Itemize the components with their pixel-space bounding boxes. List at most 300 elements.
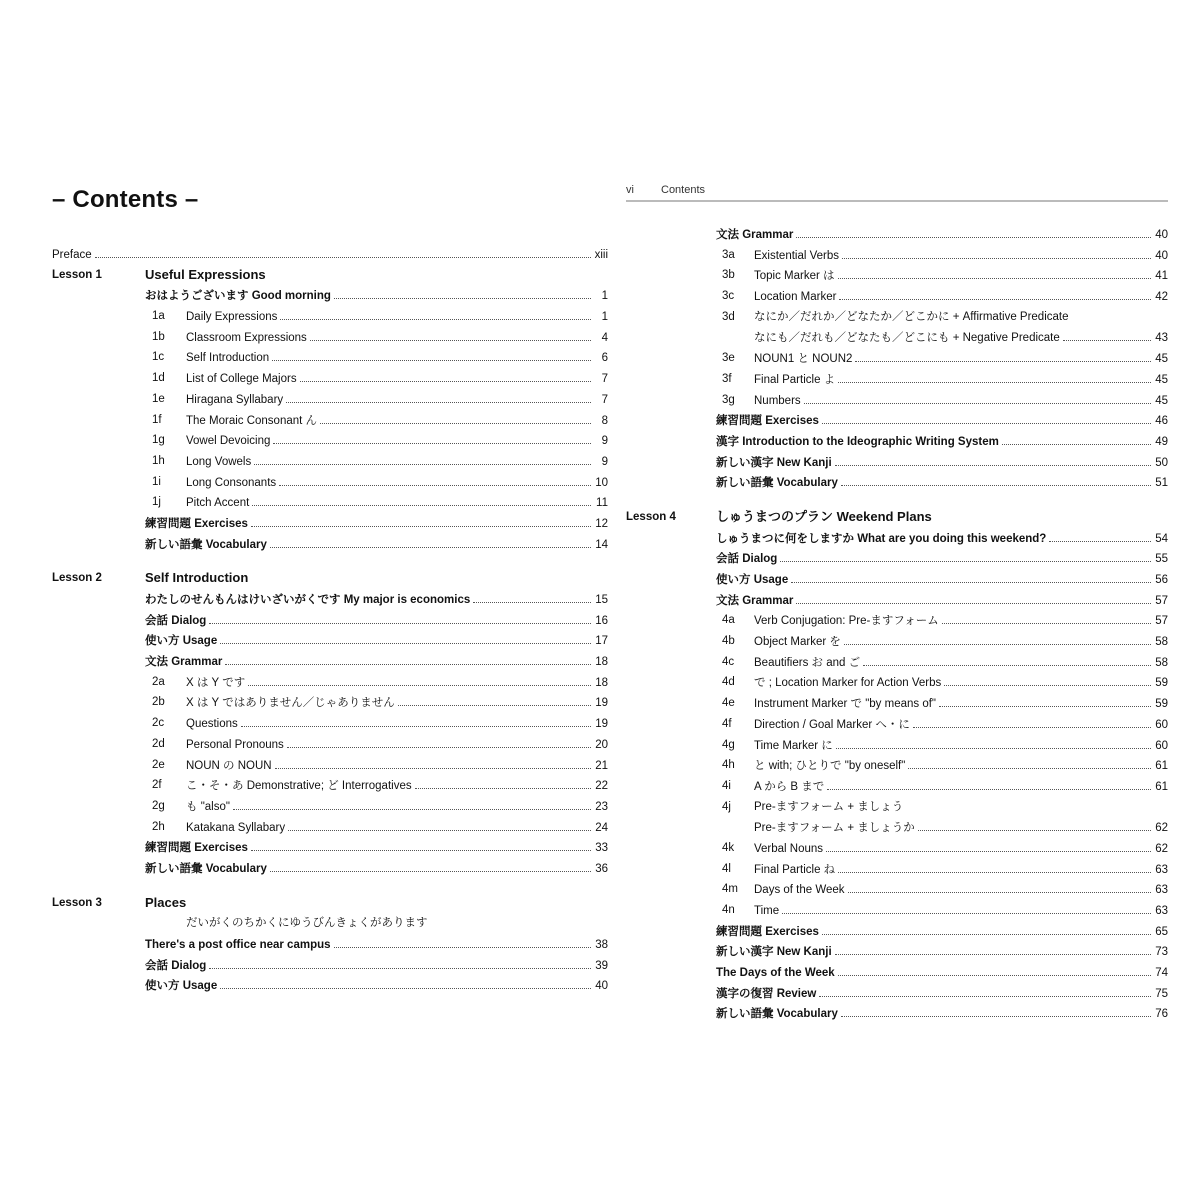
toc-entry[interactable] xyxy=(626,879,1168,900)
toc-entry[interactable] xyxy=(626,921,1168,942)
entry-title: 使い方 Usage xyxy=(716,574,789,586)
dot-leader xyxy=(1002,431,1151,445)
dot-leader xyxy=(320,410,591,424)
page-number: 58 xyxy=(1155,636,1168,649)
page-number: 54 xyxy=(1155,532,1168,545)
dot-leader xyxy=(918,817,1151,831)
dot-leader xyxy=(248,672,591,686)
page-number: 45 xyxy=(1155,373,1168,386)
toc-entry[interactable] xyxy=(626,410,1168,431)
page-number: 73 xyxy=(1155,946,1168,959)
toc-entry[interactable] xyxy=(52,513,608,534)
section-number: 2c xyxy=(152,717,165,730)
entry-title: Final Particle ね xyxy=(754,863,836,876)
section-number: 1e xyxy=(152,392,165,405)
toc-entry[interactable] xyxy=(52,347,608,368)
section-number: 4g xyxy=(722,738,735,751)
page-number: 63 xyxy=(1155,884,1168,897)
page-number: 61 xyxy=(1155,760,1168,773)
entry-title: Classroom Expressions xyxy=(186,331,307,344)
entry-title: X は Y です xyxy=(186,676,246,689)
dot-leader xyxy=(836,735,1151,749)
toc-entry[interactable] xyxy=(52,368,608,389)
dot-leader xyxy=(1063,327,1151,341)
section-number: 1g xyxy=(152,434,165,447)
page-number: 49 xyxy=(1155,435,1168,448)
toc-entry[interactable] xyxy=(52,306,608,327)
page-number: 74 xyxy=(1155,967,1168,980)
page-number: 33 xyxy=(595,842,608,855)
entry-title: だいがくのちかくにゆうびんきょくがあります xyxy=(186,917,428,930)
dot-leader xyxy=(942,610,1151,624)
toc-entry[interactable] xyxy=(626,797,1168,818)
toc-entry[interactable] xyxy=(626,224,1168,245)
page-number: 62 xyxy=(1155,822,1168,835)
page-number: 19 xyxy=(595,697,608,710)
page-number: 40 xyxy=(1155,229,1168,241)
toc-entry[interactable] xyxy=(52,796,608,817)
toc-entry[interactable] xyxy=(52,430,608,451)
toc-entry[interactable] xyxy=(626,900,1168,921)
entry-title: 練習問題 Exercises xyxy=(145,517,248,530)
section-number: 4k xyxy=(722,841,735,854)
lesson-heading[interactable] xyxy=(626,507,1168,528)
dot-leader xyxy=(1049,528,1151,542)
entry-title: Verb Conjugation: Pre-ますフォーム xyxy=(754,615,939,628)
toc-entry[interactable] xyxy=(52,858,608,879)
entry-title: Existential Verbs xyxy=(754,249,840,262)
page-number: 6 xyxy=(601,352,608,365)
entry-title: こ・そ・あ Demonstrative; ど Interrogatives xyxy=(186,780,412,793)
page-number: 9 xyxy=(601,455,608,468)
dot-leader xyxy=(819,983,1151,997)
section-number: 1d xyxy=(152,372,165,385)
section-number: 1f xyxy=(152,413,162,426)
page-number: 22 xyxy=(595,780,608,793)
toc-entry[interactable] xyxy=(626,817,1168,838)
section-number: 2b xyxy=(152,696,165,709)
dot-leader xyxy=(848,879,1151,893)
entry-title: Daily Expressions xyxy=(186,311,278,324)
entry-title: わたしのせんもんはけいざいがくです My major is economics xyxy=(145,594,471,606)
toc-entry[interactable] xyxy=(52,734,608,755)
section-number: 4a xyxy=(722,614,735,627)
entry-title: 新しい語彙 Vocabulary xyxy=(145,862,267,875)
dot-leader xyxy=(838,859,1151,873)
toc-entry[interactable] xyxy=(52,389,608,410)
section-number: 3d xyxy=(722,310,735,323)
page-number: 15 xyxy=(595,594,608,606)
entry-title: List of College Majors xyxy=(186,373,297,386)
page-number: 21 xyxy=(595,759,608,772)
toc-entry[interactable] xyxy=(626,983,1168,1004)
running-title: Contents xyxy=(661,184,706,196)
entry-title: NOUN の NOUN xyxy=(186,759,272,772)
entry-title: Katakana Syllabary xyxy=(186,821,286,834)
toc-entry[interactable] xyxy=(626,286,1168,307)
page-number: 38 xyxy=(595,939,608,951)
page-number: 12 xyxy=(595,517,608,530)
dot-leader xyxy=(279,472,591,486)
dot-leader xyxy=(838,369,1151,383)
toc-list xyxy=(52,244,608,996)
entry-title: Numbers xyxy=(754,394,801,407)
section-number: 1j xyxy=(152,496,161,509)
dot-leader xyxy=(300,368,591,382)
section-spacer xyxy=(626,493,1168,507)
section-spacer xyxy=(52,879,608,893)
page-number: 45 xyxy=(1155,353,1168,366)
entry-title: 漢字の復習 Review xyxy=(716,987,817,1000)
dot-leader xyxy=(254,451,591,465)
entry-title: Final Particle よ xyxy=(754,373,836,386)
page-number: 46 xyxy=(1155,415,1168,428)
toc-entry[interactable] xyxy=(626,1003,1168,1024)
section-number: 3c xyxy=(722,290,735,303)
entry-title: Instrument Marker で "by means of" xyxy=(754,698,937,711)
dot-leader xyxy=(473,589,591,603)
entry-title: There's a post office near campus xyxy=(145,939,331,951)
toc-entry[interactable] xyxy=(626,735,1168,756)
entry-title: と with; ひとりで "by oneself" xyxy=(754,760,906,773)
toc-entry[interactable] xyxy=(52,692,608,713)
toc-entry[interactable] xyxy=(52,285,608,306)
toc-entry[interactable] xyxy=(626,755,1168,776)
page-number: 63 xyxy=(1155,905,1168,917)
entry-title: 新しい漢字 New Kanji xyxy=(716,456,832,469)
entry-title: 練習問題 Exercises xyxy=(716,415,819,428)
page-number: 18 xyxy=(595,676,608,689)
lesson-label: Lesson 2 xyxy=(52,572,102,585)
dot-leader xyxy=(780,548,1151,562)
page-number: 56 xyxy=(1155,574,1168,586)
toc-entry[interactable] xyxy=(626,569,1168,590)
dot-leader xyxy=(835,941,1151,955)
toc-entry[interactable] xyxy=(626,348,1168,369)
page-number: 8 xyxy=(601,414,608,427)
page-number: 60 xyxy=(1155,739,1168,752)
entry-title: おはようございます Good morning xyxy=(145,290,331,303)
dot-leader xyxy=(826,838,1151,852)
section-number: 3g xyxy=(722,393,735,406)
dot-leader xyxy=(908,755,1151,769)
dot-leader xyxy=(209,610,591,624)
entry-title: 使い方 Usage xyxy=(145,635,218,648)
section-number: 2g xyxy=(152,799,165,812)
lesson-label: Lesson 4 xyxy=(626,510,676,523)
page-number: 17 xyxy=(595,635,608,648)
toc-entry[interactable] xyxy=(52,775,608,796)
dot-leader xyxy=(822,410,1151,424)
toc-entry[interactable] xyxy=(626,776,1168,797)
entry-title: しゅうまつのプラン Weekend Plans xyxy=(716,508,932,524)
toc-entry[interactable] xyxy=(52,244,608,265)
dot-leader xyxy=(796,224,1151,238)
toc-entry[interactable] xyxy=(52,472,608,493)
toc-entry[interactable] xyxy=(52,755,608,776)
entry-title: 練習問題 Exercises xyxy=(716,925,819,938)
entry-title: 文法 Grammar xyxy=(716,229,794,241)
dot-leader xyxy=(855,348,1151,362)
entry-title: Hiragana Syllabary xyxy=(186,393,284,406)
toc-entry[interactable] xyxy=(52,913,608,934)
page-number: 57 xyxy=(1155,615,1168,628)
toc-entry[interactable] xyxy=(626,859,1168,880)
dot-leader xyxy=(270,534,591,548)
toc-entry[interactable] xyxy=(626,610,1168,631)
lesson-label: Lesson 1 xyxy=(52,268,102,281)
toc-entry[interactable] xyxy=(626,369,1168,390)
dot-leader xyxy=(838,265,1151,279)
dot-leader xyxy=(842,245,1151,259)
toc-entry[interactable] xyxy=(52,630,608,651)
section-number: 2f xyxy=(152,779,162,792)
page-number: 43 xyxy=(1155,332,1168,345)
dot-leader xyxy=(287,734,591,748)
page-number: 61 xyxy=(1155,780,1168,793)
toc-entry[interactable] xyxy=(52,955,608,976)
page-number: 1 xyxy=(601,290,608,303)
toc-entry[interactable] xyxy=(626,548,1168,569)
dot-leader xyxy=(220,975,591,989)
section-number: 1h xyxy=(152,454,165,467)
section-number: 4j xyxy=(722,800,731,813)
toc-entry[interactable] xyxy=(52,589,608,610)
toc-entry[interactable] xyxy=(626,693,1168,714)
entry-title: 会話 Dialog xyxy=(716,553,778,566)
entry-title: Preface xyxy=(52,249,92,261)
dot-leader xyxy=(275,755,591,769)
dot-leader xyxy=(280,306,591,320)
dot-leader xyxy=(95,244,591,258)
toc-entry[interactable] xyxy=(626,245,1168,266)
toc-entry[interactable] xyxy=(52,672,608,693)
entry-title: Location Marker xyxy=(754,291,837,304)
toc-entry[interactable] xyxy=(52,451,608,472)
page-number: 19 xyxy=(595,718,608,731)
entry-title: Self Introduction xyxy=(186,352,270,365)
page-number: 59 xyxy=(1155,677,1168,690)
section-number: 4c xyxy=(722,655,735,668)
entry-title: 文法 Grammar xyxy=(716,594,794,607)
page-number: 42 xyxy=(1155,291,1168,304)
entry-title: A から B まで xyxy=(754,780,825,793)
page-number: 57 xyxy=(1155,594,1168,607)
entry-title: Time xyxy=(754,905,780,917)
dot-leader xyxy=(913,714,1151,728)
entry-title: 新しい語彙 Vocabulary xyxy=(716,1008,838,1021)
section-number: 4l xyxy=(722,862,731,875)
page-number: 7 xyxy=(601,373,608,386)
entry-title: Pre-ますフォーム + ましょう xyxy=(754,800,904,813)
toc-entry[interactable] xyxy=(626,652,1168,673)
entry-title: Long Consonants xyxy=(186,476,277,489)
running-head xyxy=(626,182,1168,202)
entry-title: Verbal Nouns xyxy=(754,842,824,855)
dot-leader xyxy=(288,817,591,831)
toc-entry[interactable] xyxy=(626,431,1168,452)
entry-title: Days of the Week xyxy=(754,884,845,897)
toc-entry[interactable] xyxy=(626,672,1168,693)
entry-title: 使い方 Usage xyxy=(145,980,218,993)
lesson-heading[interactable] xyxy=(52,893,608,914)
toc-entry[interactable] xyxy=(626,590,1168,611)
entry-title: Pitch Accent xyxy=(186,497,250,510)
dot-leader xyxy=(827,776,1151,790)
page-number: 4 xyxy=(601,331,608,344)
entry-title: Time Marker に xyxy=(754,739,833,752)
page-number: 40 xyxy=(1155,249,1168,262)
page-number: 60 xyxy=(1155,718,1168,731)
dot-leader xyxy=(822,921,1151,935)
page-number: 1 xyxy=(601,311,608,324)
toc-entry[interactable] xyxy=(626,265,1168,286)
toc-list xyxy=(626,224,1168,1024)
dot-leader xyxy=(835,452,1151,466)
toc-entry[interactable] xyxy=(52,327,608,348)
page-number: 76 xyxy=(1155,1008,1168,1021)
dot-leader xyxy=(796,590,1151,604)
dot-leader xyxy=(334,934,591,948)
dot-leader xyxy=(310,327,591,341)
page-number: 39 xyxy=(595,959,608,972)
toc-entry[interactable] xyxy=(52,713,608,734)
toc-entry[interactable] xyxy=(626,941,1168,962)
dot-leader xyxy=(251,513,591,527)
page-number: 63 xyxy=(1155,863,1168,876)
entry-title: で ; Location Marker for Action Verbs xyxy=(754,677,942,690)
toc-entry[interactable] xyxy=(626,714,1168,735)
entry-title: 漢字 Introduction to the Ideographic Writing System xyxy=(716,435,999,448)
entry-title: 新しい漢字 New Kanji xyxy=(716,946,832,959)
dot-leader xyxy=(782,900,1151,914)
page-number: 7 xyxy=(601,393,608,406)
page-number: 11 xyxy=(596,497,608,510)
dot-leader xyxy=(286,389,591,403)
lesson-heading[interactable] xyxy=(52,265,608,286)
page-number: 24 xyxy=(595,821,608,834)
entry-title: Direction / Goal Marker へ・に xyxy=(754,718,910,731)
toc-entry[interactable] xyxy=(626,838,1168,859)
toc-entry[interactable] xyxy=(626,327,1168,348)
dot-leader xyxy=(273,430,591,444)
page-number: 55 xyxy=(1155,553,1168,566)
page-number: 45 xyxy=(1155,394,1168,407)
toc-entry[interactable] xyxy=(52,492,608,513)
section-number: 4h xyxy=(722,759,735,772)
page-number: 9 xyxy=(601,435,608,448)
page-number: 40 xyxy=(595,980,608,993)
dot-leader xyxy=(241,713,591,727)
section-number: 4n xyxy=(722,904,735,916)
toc-entry[interactable] xyxy=(626,452,1168,473)
toc-entry[interactable] xyxy=(626,528,1168,549)
entry-title: The Moraic Consonant ん xyxy=(186,414,318,427)
entry-title: 練習問題 Exercises xyxy=(145,842,248,855)
entry-title: Places xyxy=(145,894,187,910)
section-number: 2a xyxy=(152,675,165,688)
entry-title: しゅうまつに何をしますか What are you doing this weekend? xyxy=(716,532,1047,545)
entry-title: Vowel Devoicing xyxy=(186,435,271,448)
toc-entry[interactable] xyxy=(626,631,1168,652)
section-number: 3e xyxy=(722,352,735,365)
page-number: 51 xyxy=(1155,477,1168,490)
section-number: 2h xyxy=(152,820,165,833)
section-number: 3b xyxy=(722,269,735,282)
entry-title: なにも／だれも／どなたも／どこにも + Negative Predicate xyxy=(754,332,1060,345)
section-number: 3a xyxy=(722,248,735,261)
section-number: 4d xyxy=(722,676,735,689)
toc-entry[interactable] xyxy=(626,962,1168,983)
dot-leader xyxy=(844,631,1151,645)
toc-entry[interactable] xyxy=(52,817,608,838)
entry-title: も "also" xyxy=(186,800,230,813)
section-number: 4f xyxy=(722,717,732,730)
page-number: 62 xyxy=(1155,842,1168,855)
entry-title: Object Marker を xyxy=(754,636,841,649)
section-number: 4m xyxy=(722,883,738,896)
entry-title: Useful Expressions xyxy=(145,266,266,282)
toc-entry[interactable] xyxy=(52,837,608,858)
entry-title: The Days of the Week xyxy=(716,967,835,980)
lesson-heading[interactable] xyxy=(52,568,608,589)
dot-leader xyxy=(863,652,1151,666)
page-number: 59 xyxy=(1155,698,1168,711)
toc-entry[interactable] xyxy=(626,390,1168,411)
section-number: 4e xyxy=(722,697,735,710)
entry-title: X は Y ではありません／じゃありません xyxy=(186,697,395,710)
dot-leader xyxy=(841,1003,1151,1017)
section-number: 1i xyxy=(152,475,161,488)
toc-entry[interactable] xyxy=(52,610,608,631)
dot-leader xyxy=(272,347,591,361)
toc-entry[interactable] xyxy=(52,975,608,996)
page-number: 14 xyxy=(595,538,608,551)
section-number: 3f xyxy=(722,372,732,385)
page-number: 18 xyxy=(595,656,608,669)
page-number: 23 xyxy=(595,800,608,813)
dot-leader xyxy=(839,286,1151,300)
lesson-label: Lesson 3 xyxy=(52,896,102,909)
entry-title: Questions xyxy=(186,718,238,731)
toc-entry[interactable] xyxy=(52,934,608,955)
entry-title: 新しい語彙 Vocabulary xyxy=(716,477,838,490)
page-number: xiii xyxy=(594,249,608,261)
section-number: 4i xyxy=(722,779,731,792)
page-number: 10 xyxy=(595,476,608,489)
dot-leader xyxy=(209,955,591,969)
page-number: 16 xyxy=(595,614,608,627)
dot-leader xyxy=(841,472,1151,486)
page-number: 41 xyxy=(1155,270,1168,283)
page-number: 50 xyxy=(1155,456,1168,469)
page-title: – Contents – xyxy=(52,186,199,213)
dot-leader xyxy=(804,390,1151,404)
dot-leader xyxy=(944,672,1151,686)
toc-entry[interactable] xyxy=(626,472,1168,493)
toc-entry[interactable] xyxy=(626,307,1168,328)
page-number: vi xyxy=(626,184,634,196)
toc-entry[interactable] xyxy=(52,651,608,672)
toc-entry[interactable] xyxy=(52,410,608,431)
entry-title: 新しい語彙 Vocabulary xyxy=(145,538,267,551)
entry-title: Personal Pronouns xyxy=(186,738,284,751)
toc-entry[interactable] xyxy=(52,534,608,555)
entry-title: Long Vowels xyxy=(186,455,252,468)
page-number: 65 xyxy=(1155,925,1168,938)
dot-leader xyxy=(252,492,591,506)
entry-title: なにか／だれか／どなたか／どこかに + Affirmative Predicate xyxy=(754,310,1069,323)
